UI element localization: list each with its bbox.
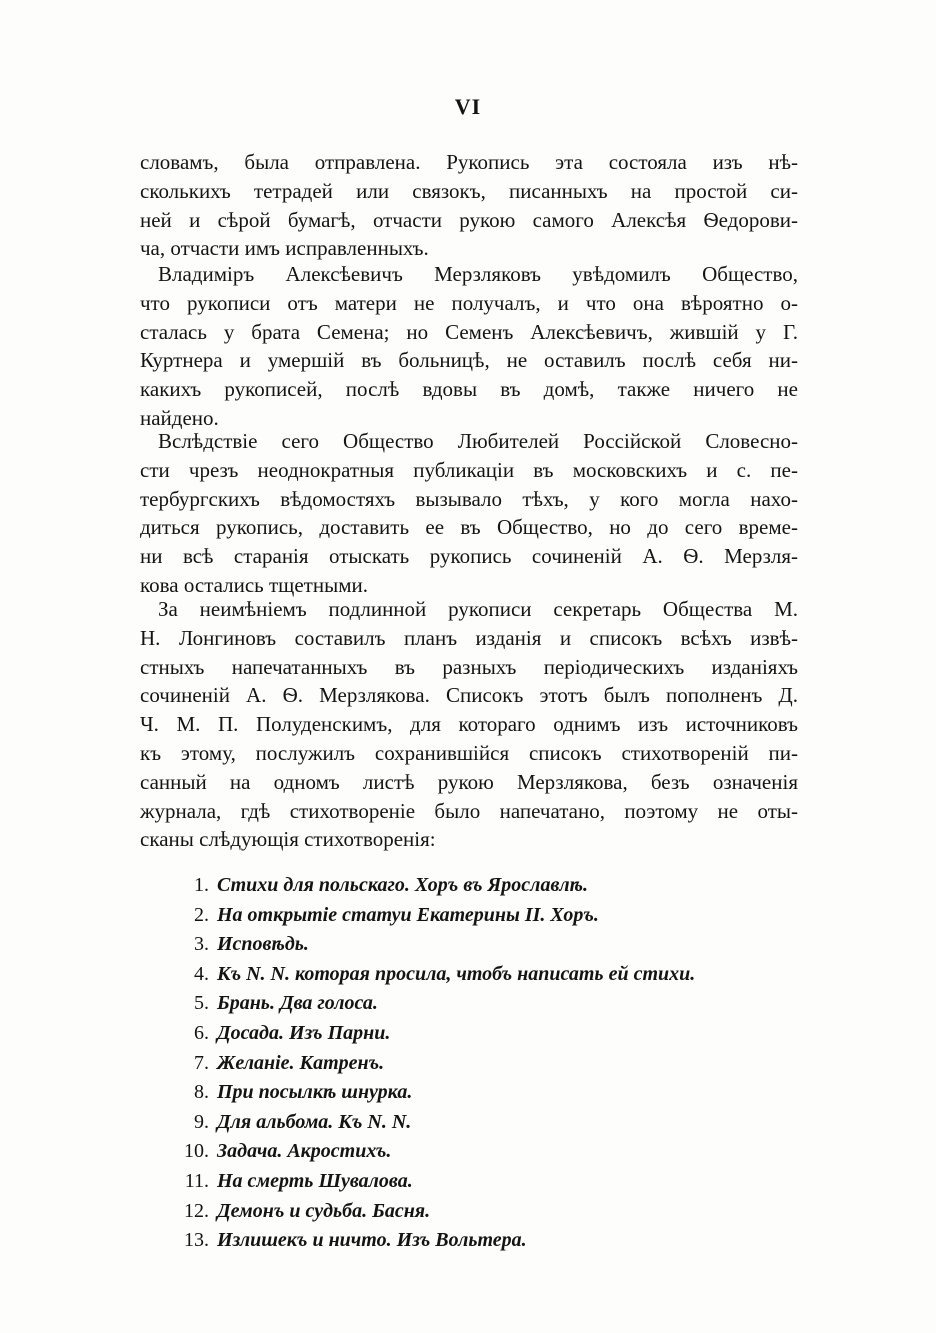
list-item-title: Задача. Акростихъ.	[217, 1140, 392, 1163]
paragraph-line: стныхъ напечатанныхъ въ разныхъ періодическихъ изданіяхъ	[140, 654, 798, 679]
list-item-number: 10.	[184, 1140, 209, 1163]
paragraph-line: Вслѣдствіе сего Общество Любителей Россійской Словесно-	[158, 429, 798, 453]
paragraph-line: санный на одномъ листѣ рукою Мерзлякова, безъ означенія	[140, 769, 798, 794]
list-item	[175, 1019, 815, 1049]
paragraph-line: журнала, гдѣ стихотвореніе было напечатано, поэтому не оты-	[140, 798, 798, 823]
paragraph-4	[140, 595, 798, 854]
list-item-number: 9.	[194, 1110, 209, 1133]
list-item-number: 8.	[194, 1081, 209, 1104]
paragraph-line: Куртнера и умершій въ больницѣ, не оставилъ послѣ себя ни-	[140, 348, 798, 373]
list-item	[175, 871, 815, 901]
list-item-number: 1.	[194, 874, 209, 896]
paragraph-line: ча, отчасти имъ исправленныхъ.	[140, 236, 429, 261]
list-item-title: Исповѣдь.	[217, 933, 309, 956]
paragraph-3	[140, 427, 798, 600]
paragraph-line: ни всѣ старанія отыскать рукопись сочиненій А. Ѳ. Мерзля-	[140, 544, 798, 569]
list-item-title: Для альбома. Къ N. N.	[217, 1110, 412, 1133]
paragraph-line: За неимѣніемъ подлинной рукописи секретарь Общества М.	[158, 597, 798, 621]
paragraph-line: сочиненій А. Ѳ. Мерзлякова. Списокъ этотъ былъ пополненъ Д.	[140, 683, 798, 708]
paragraph-line: сканы слѣдующія стихотворенія:	[140, 827, 436, 852]
paragraph-line: сталась у брата Семена; но Семенъ Алексѣевичъ, жившій у Г.	[140, 319, 798, 344]
list-item-title: Излишекъ и ничто. Изъ Вольтера.	[217, 1229, 527, 1252]
list-item	[175, 901, 815, 931]
list-item-title: Къ N. N. которая просила, чтобъ написать ей стихи.	[217, 962, 696, 985]
paragraph-line: ней и сѣрой бумагѣ, отчасти рукою самого Алексѣя Ѳедорови-	[140, 207, 798, 232]
paragraph-line: словамъ, была отправлена. Рукопись эта состояла изъ нѣ-	[140, 150, 798, 174]
list-item-number: 5.	[194, 992, 209, 1015]
list-item-title: При посылкѣ шнурка.	[217, 1081, 413, 1104]
list-item-title: На открытіе статуи Екатерины II. Хоръ.	[217, 903, 599, 926]
list-item-title: Демонъ и судьба. Басня.	[217, 1199, 431, 1222]
list-item-number: 13.	[184, 1229, 209, 1252]
list-item	[175, 1197, 815, 1227]
paragraph-line: Владиміръ Алексѣевичъ Мерзляковъ увѣдомилъ Общество,	[158, 262, 798, 286]
paragraph-line: найдено.	[140, 405, 219, 430]
paragraph-line: что рукописи отъ матери не получалъ, и что она вѣроятно о-	[140, 290, 798, 315]
list-item	[175, 1108, 815, 1138]
paragraph-line: сти чрезъ неоднократныя публикаціи въ московскихъ и с. пе-	[140, 457, 798, 482]
list-item-title: Досада. Изъ Парни.	[217, 1021, 391, 1044]
list-item-number: 3.	[194, 933, 209, 956]
paragraph-2	[140, 260, 798, 433]
paragraph-1	[140, 148, 798, 263]
list-item	[175, 1078, 815, 1108]
paragraph-line: кова остались тщетными.	[140, 572, 368, 597]
poem-list	[175, 871, 815, 1256]
paragraph-line: Н. Лонгиновъ составилъ планъ изданія и списокъ всѣхъ извѣ-	[140, 625, 798, 650]
paragraph-line: къ этому, послужилъ сохранившійся списокъ стихотвореній пи-	[140, 740, 798, 765]
paragraph-line: Ч. М. П. Полуденскимъ, для котораго однимъ изъ источниковъ	[140, 712, 798, 737]
list-item-title: Брань. Два голоса.	[217, 992, 378, 1015]
paragraph-line: диться рукопись, доставить ее въ Общество, но до сего време-	[140, 515, 798, 540]
list-item-title: На смерть Шувалова.	[217, 1169, 413, 1192]
list-item	[175, 1167, 815, 1197]
list-item	[175, 989, 815, 1019]
list-item-number: 2.	[194, 903, 209, 926]
list-item	[175, 960, 815, 990]
list-item	[175, 1049, 815, 1079]
list-item-number: 7.	[194, 1051, 209, 1074]
list-item-number: 11.	[184, 1169, 209, 1192]
paragraph-line: тербургскихъ вѣдомостяхъ вызывало тѣхъ, у кого могла нахо-	[140, 486, 798, 511]
list-item-title: Стихи для польскаго. Хоръ въ Ярославлѣ.	[217, 874, 588, 896]
list-item	[175, 1226, 815, 1256]
paragraph-line: какихъ рукописей, послѣ вдовы въ домѣ, также ничего не	[140, 377, 798, 402]
list-item	[175, 1137, 815, 1167]
list-item	[175, 930, 815, 960]
list-item-title: Желаніе. Катренъ.	[217, 1051, 385, 1074]
list-item-number: 12.	[184, 1199, 209, 1222]
page-number: VI	[454, 94, 482, 119]
paragraph-line: сколькихъ тетрадей или связокъ, писанныхъ на простой си-	[140, 178, 798, 203]
list-item-number: 6.	[194, 1021, 209, 1044]
list-item-number: 4.	[194, 962, 209, 985]
